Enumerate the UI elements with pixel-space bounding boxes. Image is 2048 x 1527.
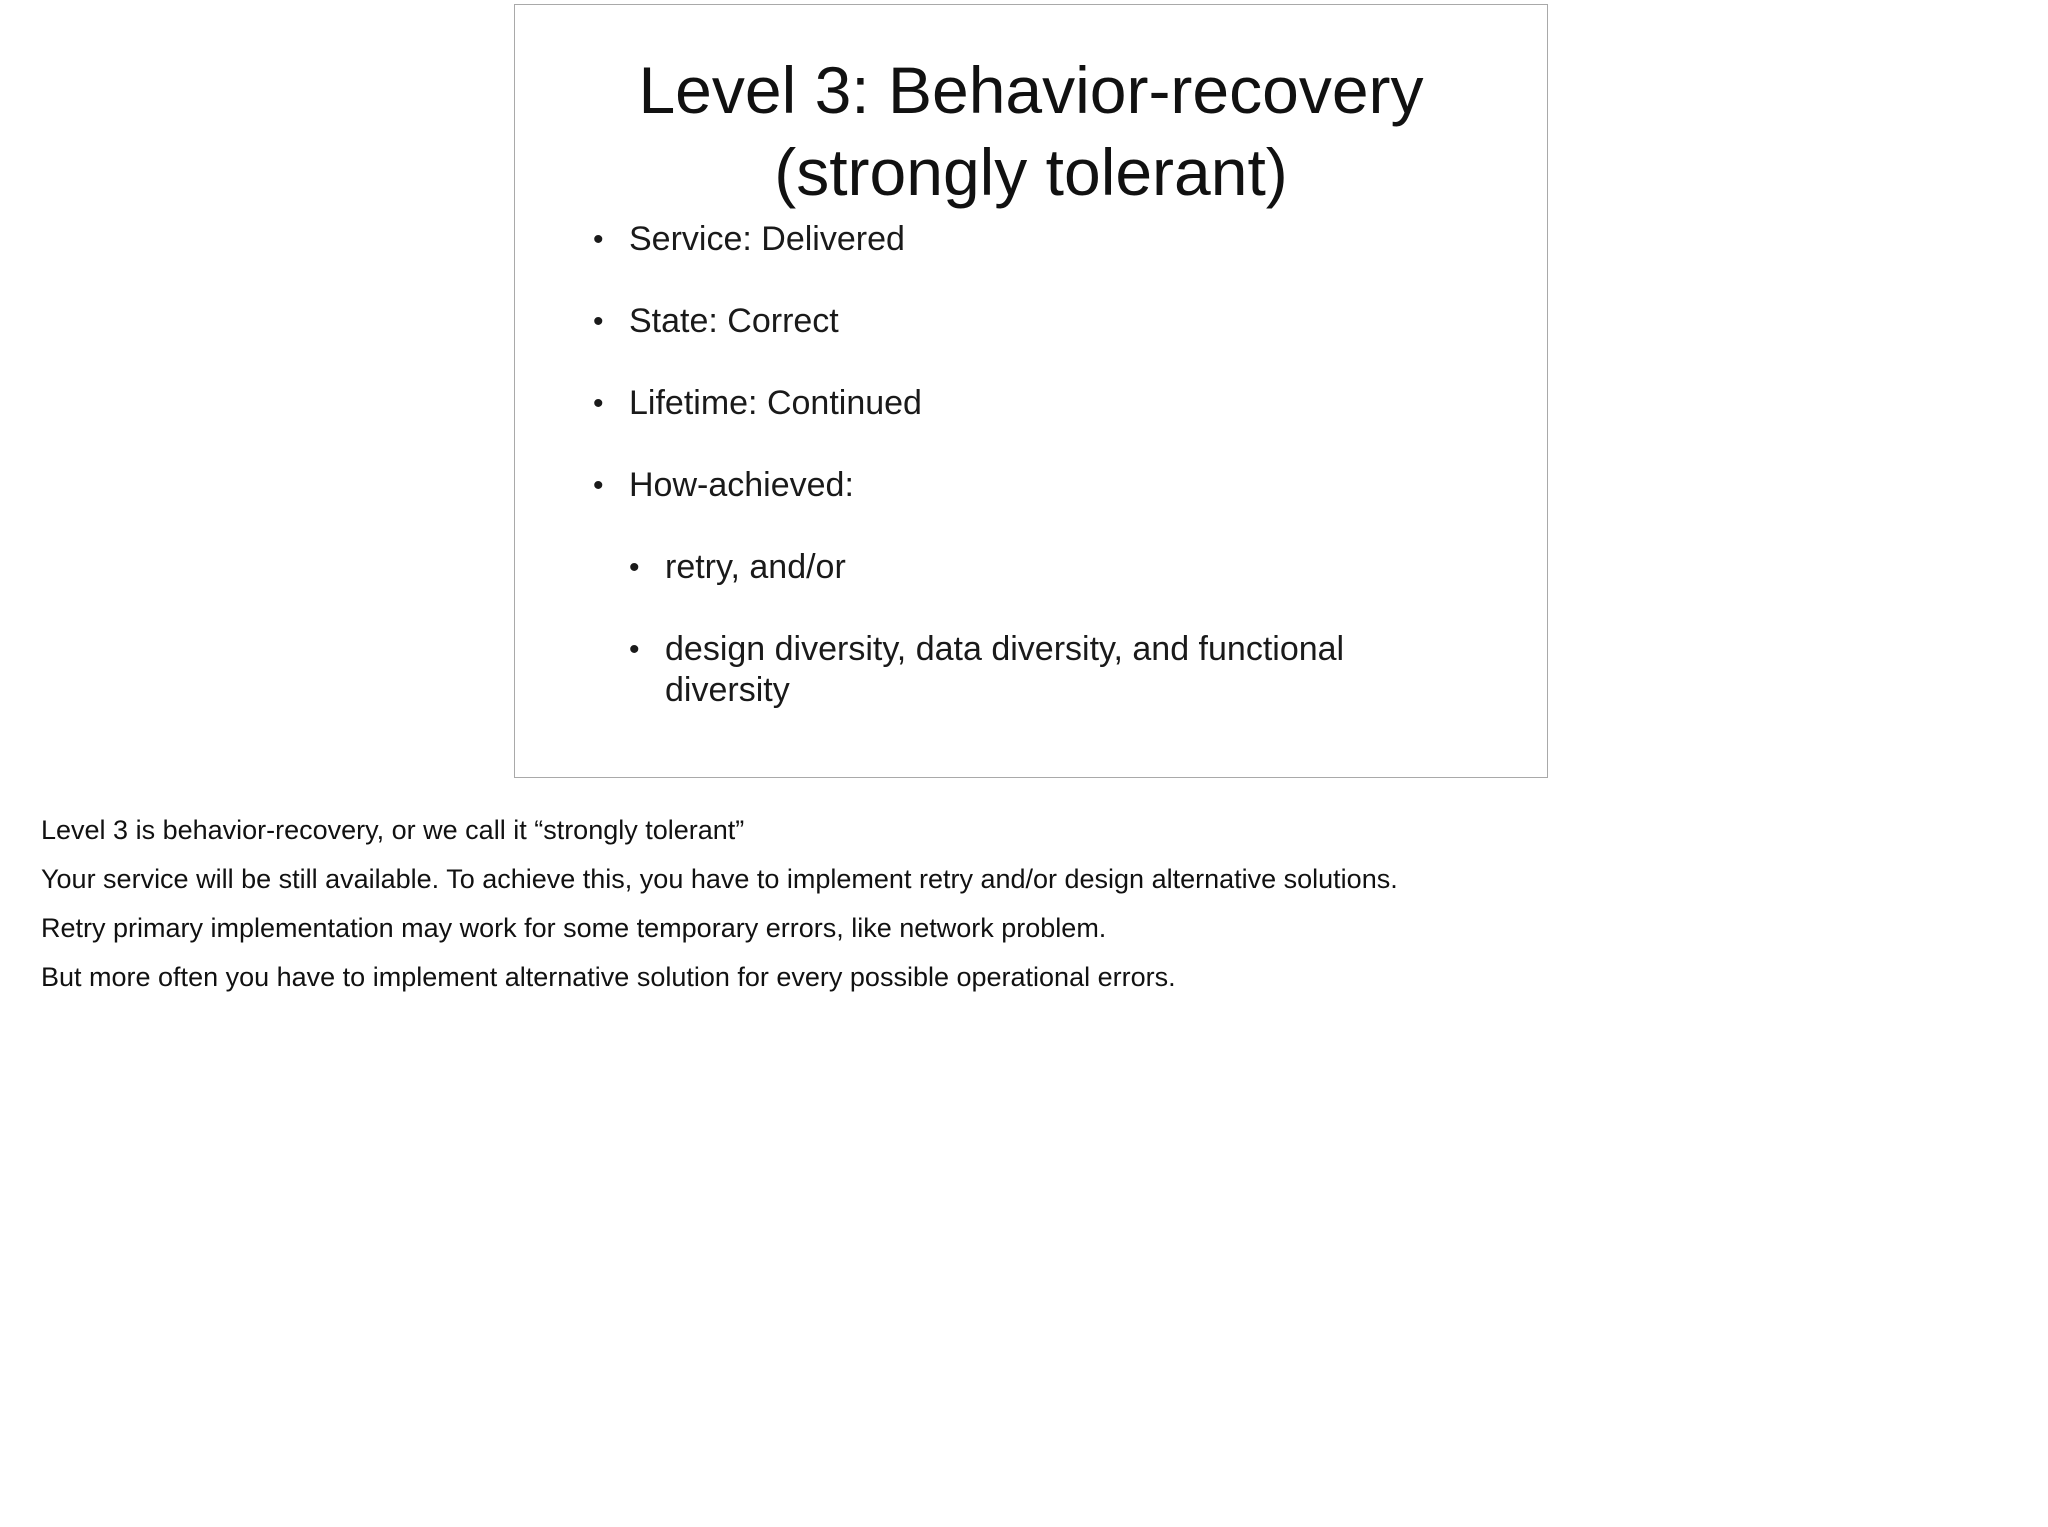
note-line: Your service will be still available. To achieve this, you have to implement retry and/or design alternative solutions.	[41, 864, 1398, 894]
bullet-text: Lifetime: Continued	[629, 384, 922, 422]
bullet-text: How-achieved:	[629, 466, 854, 504]
sub-bullet-text: retry, and/or	[665, 548, 846, 586]
bullet-list	[515, 5, 1547, 777]
bullet-item	[593, 465, 854, 506]
note-line: Retry primary implementation may work for some temporary errors, like network problem.	[41, 913, 1107, 943]
bullet-item	[593, 301, 839, 342]
note-line: Level 3 is behavior-recovery, or we call it “strongly tolerant”	[41, 815, 745, 845]
slide-title-line-1: Level 3: Behavior-recovery	[638, 53, 1424, 127]
bullet-text: State: Correct	[629, 302, 839, 340]
sub-bullet-item	[629, 547, 846, 588]
bullet-text: Service: Delivered	[629, 220, 905, 258]
sub-bullet-item	[629, 629, 1425, 711]
bullet-dot-icon: •	[593, 305, 604, 338]
bullet-item	[593, 383, 922, 424]
bullet-dot-icon: •	[593, 469, 604, 502]
bullet-item	[593, 219, 905, 260]
bullet-dot-icon: •	[593, 387, 604, 420]
speaker-notes	[41, 810, 1941, 1006]
sub-bullet-text: design diversity, data diversity, and functional diversity	[665, 630, 1345, 709]
bullet-dot-icon: •	[593, 223, 604, 256]
note-line: But more often you have to implement alternative solution for every possible operational errors.	[41, 962, 1176, 992]
slide-preview	[514, 4, 1548, 778]
bullet-dot-icon: •	[629, 633, 640, 666]
bullet-dot-icon: •	[629, 551, 640, 584]
slide-title-line-2: (strongly tolerant)	[774, 135, 1288, 209]
